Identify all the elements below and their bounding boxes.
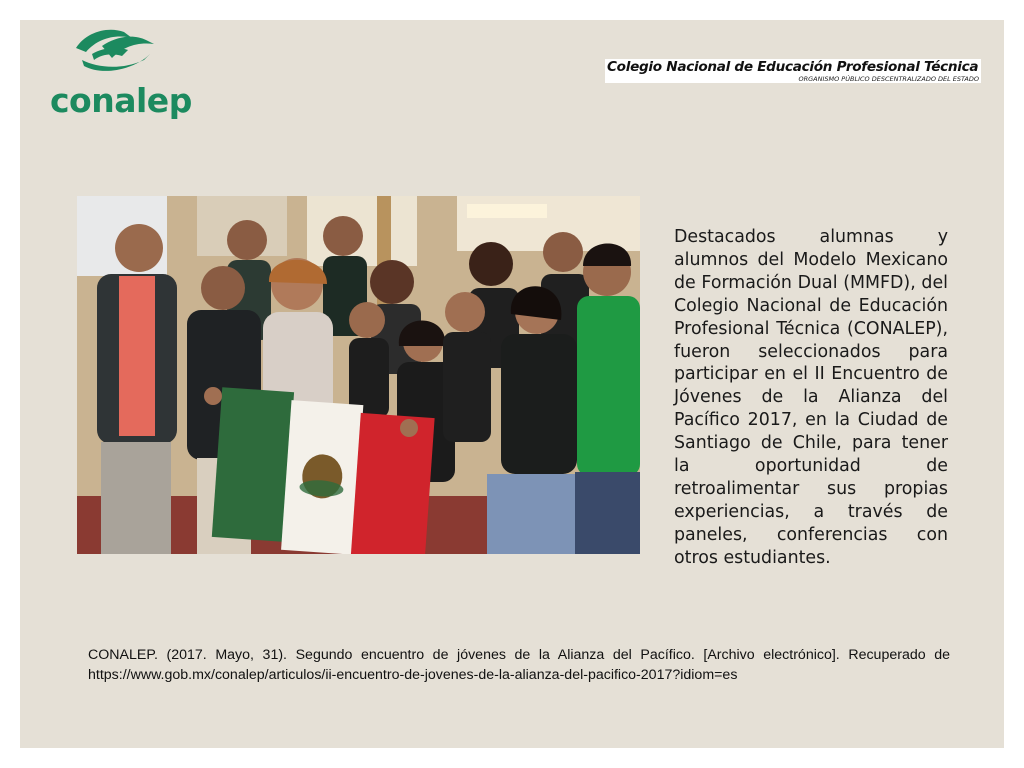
group-photo-image (77, 196, 640, 554)
reference-citation: CONALEP. (2017. Mayo, 31). Segundo encuentro de jóvenes de la Alianza del Pacífico. [Archivo electrónico]. Recuperado de https://www.gob.mx/conalep/articulos/ii-encuentro-de-jovenes-de-la-alianza-del-pacifico-2017?idiom=es (88, 647, 950, 683)
conalep-wordmark: conalep (50, 81, 192, 120)
institution-header (605, 59, 981, 83)
group-photo (77, 196, 640, 554)
description-paragraph: Destacados alumnas y alumnos del Modelo Mexicano de Formación Dual (MMFD), del Colegio Nacional de Educación Profesional Técnica (CONALEP), fueron seleccionados para participar en el II Encuentro de Jóvenes de la Alianza del Pacífico 2017, en la Ciudad de Santiago de Chile, para tener la oportunidad de retroalimentar sus propias experiencias, a través de paneles, conferencias con otros estudiantes. (674, 227, 948, 568)
conalep-logo (50, 26, 190, 121)
institution-title: Colegio Nacional de Educación Profesional Técnica (607, 59, 979, 75)
conalep-logo-icon (72, 26, 158, 78)
institution-subtitle: ORGANISMO PÚBLICO DESCENTRALIZADO DEL ESTADO (798, 75, 979, 83)
